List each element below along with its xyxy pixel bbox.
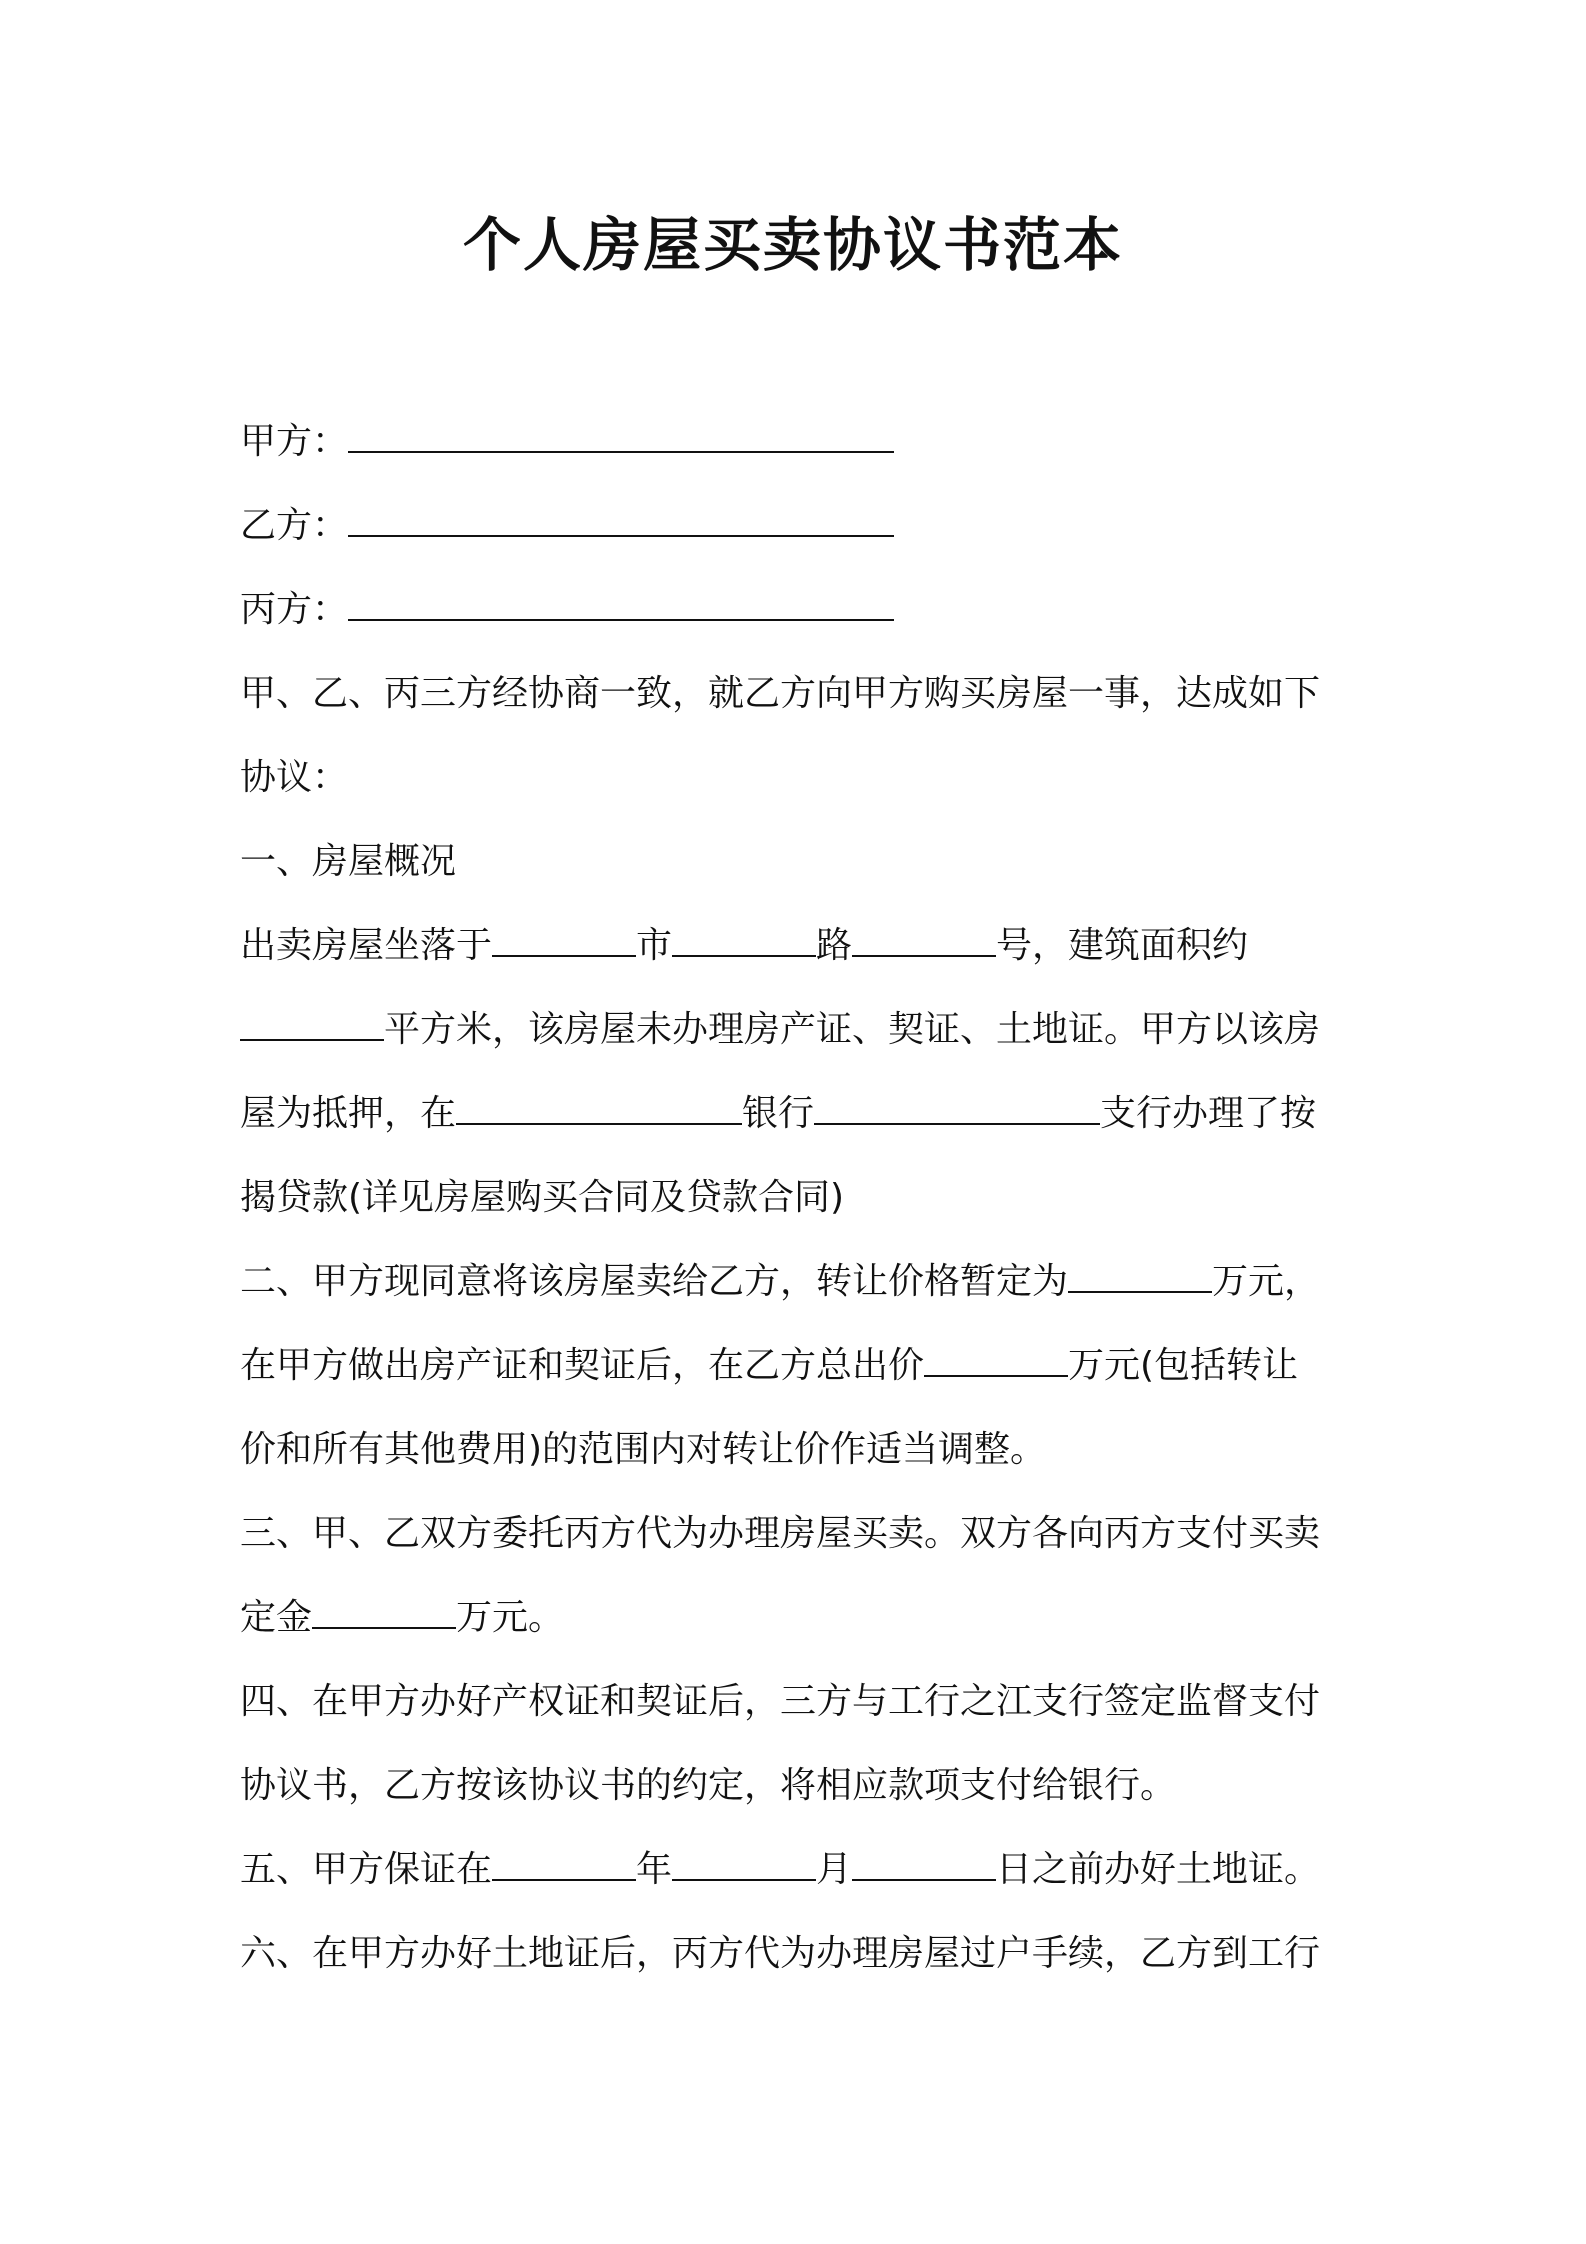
section-1-line-3 <box>240 1072 1360 1156</box>
section-6-line-1: 六、在甲方办好土地证后，丙方代为办理房屋过户手续，乙方到工行 <box>240 1933 1321 1974</box>
section-3-line-2 <box>240 1576 1360 1660</box>
party-b-line <box>240 484 1360 568</box>
party-a-blank <box>348 421 894 453</box>
text: 万元， <box>1212 1261 1321 1302</box>
party-c-label: 丙方： <box>240 589 349 630</box>
text: 在甲方做出房产证和契证后，在乙方总出价 <box>240 1345 925 1386</box>
text: 万元(包括转让 <box>1068 1345 1299 1386</box>
text: 路 <box>816 925 853 966</box>
section-2-line-1 <box>240 1240 1360 1324</box>
branch-blank <box>814 1093 1100 1125</box>
day-blank <box>852 1849 996 1881</box>
section-1-line-2 <box>240 988 1360 1072</box>
total-price-blank <box>924 1345 1068 1377</box>
text: 日之前办好土地证。 <box>996 1849 1321 1890</box>
intro-line-1: 甲、乙、丙三方经协商一致，就乙方向甲方购买房屋一事，达成如下 <box>240 673 1321 714</box>
price-blank <box>1068 1261 1212 1293</box>
text: 支行办理了按 <box>1100 1093 1317 1134</box>
section-4-line-1: 四、在甲方办好产权证和契证后，三方与工行之江支行签定监督支付 <box>240 1681 1321 1722</box>
text: 年 <box>636 1849 673 1890</box>
text: 平方米，该房屋未办理房产证、契证、土地证。甲方以该房 <box>384 1009 1321 1050</box>
text: 万元。 <box>456 1597 565 1638</box>
document-title: 个人房屋买卖协议书范本 <box>462 211 1123 279</box>
section-1-line-4: 揭贷款(详见房屋购买合同及贷款合同) <box>240 1177 845 1218</box>
intro-line-2: 协议： <box>240 757 349 798</box>
section-1-line-1 <box>240 904 1360 988</box>
document-body <box>240 400 1360 1996</box>
section-2-line-2 <box>240 1324 1360 1408</box>
section-5-line-1 <box>240 1828 1360 1912</box>
road-blank <box>672 925 816 957</box>
text: 屋为抵押，在 <box>240 1093 457 1134</box>
text: 银行 <box>742 1093 815 1134</box>
party-c-line <box>240 568 1360 652</box>
number-blank <box>852 925 996 957</box>
section-2-line-3: 价和所有其他费用)的范围内对转让价作适当调整。 <box>240 1429 1047 1470</box>
party-a-line <box>240 400 1360 484</box>
text: 定金 <box>240 1597 313 1638</box>
month-blank <box>672 1849 816 1881</box>
area-blank <box>240 1009 384 1041</box>
party-c-blank <box>348 589 894 621</box>
party-b-label: 乙方： <box>240 505 349 546</box>
city-blank <box>492 925 636 957</box>
text: 月 <box>816 1849 853 1890</box>
deposit-blank <box>312 1597 456 1629</box>
text: 号，建筑面积约 <box>996 925 1249 966</box>
section-1-heading: 一、房屋概况 <box>240 841 457 882</box>
bank-blank <box>456 1093 742 1125</box>
year-blank <box>492 1849 636 1881</box>
section-4-line-2: 协议书，乙方按该协议书的约定，将相应款项支付给银行。 <box>240 1765 1177 1806</box>
text: 二、甲方现同意将该房屋卖给乙方，转让价格暂定为 <box>240 1261 1069 1302</box>
party-b-blank <box>348 505 894 537</box>
text: 出卖房屋坐落于 <box>240 925 493 966</box>
text: 市 <box>636 925 673 966</box>
section-3-line-1: 三、甲、乙双方委托丙方代为办理房屋买卖。双方各向丙方支付买卖 <box>240 1513 1321 1554</box>
party-a-label: 甲方： <box>240 421 349 462</box>
text: 五、甲方保证在 <box>240 1849 493 1890</box>
